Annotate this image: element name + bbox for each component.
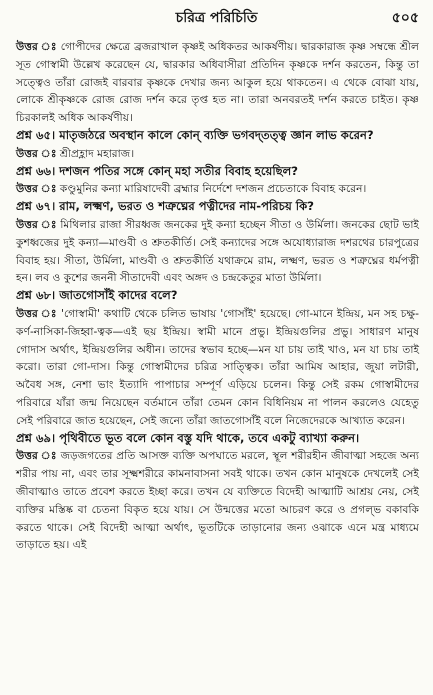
- answer-text: মিথিলার রাজা সীরধ্বজ জনকের দুই কন্যা হচ্ছেন সীতা ও উর্মিলা। জনকের ছোট ভাই কুশধ্বজের দুই কন্যা—মাণ্ডবী ও শ্রুতকীর্তি। সেই কন্যাদের সঙ্গে অযোধ্যারাজ দশরথের চারপুত্রের বিবাহ হয়। সীতা, উর্মিলা, মাণ্ডবী ও শ্রুতকীর্তি যথাক্রমে রাম, লক্ষ্মণ, ভরত ও শত্রুঘ্নের ধর্মপত্নী হন। লব ও কুশের জননী সীতাদেবী এবং অঙ্গদ ও চন্দ্রকেতুর মাতা উর্মিলা।: [16, 217, 419, 285]
- answer-label: উত্তর ঃ: [16, 182, 57, 196]
- question-label: প্রশ্ন ৬৫।: [16, 127, 56, 142]
- question-label: প্রশ্ন ৬৯।: [16, 430, 56, 445]
- page-header: [0, 6, 433, 34]
- answer-label: উত্তর ঃ: [16, 217, 57, 231]
- question-label: প্রশ্ন ৬৮।: [16, 288, 56, 303]
- answer-label: উত্তর ঃ: [16, 146, 57, 160]
- question-label: প্রশ্ন ৬৭।: [16, 199, 56, 214]
- answer-text: কণ্ডুমুনির কন্যা মারিষাদেবী ব্রহ্মার নির্দেশে দশজন প্রচেতাকে বিবাহ করেন।: [59, 182, 367, 196]
- answer-paragraph: [16, 216, 419, 287]
- page-number: ৫০৫: [391, 10, 419, 26]
- question-text: জাতগোসাঁই কাদের বলে?: [59, 288, 178, 303]
- question-heading: [16, 287, 419, 305]
- answer-text: গোপীদের ক্ষেত্রে ব্রজরাখাল কৃষ্ণই অধিকতর আকর্ষণীয়। দ্বারকারাজ কৃষ্ণ সম্বন্ধে শ্রীল সূত গোস্বামী উল্লেখ করেছেন যে, দ্বারকার অধিবাসীরা প্রতিদিন কৃষ্ণকে দর্শন করতেন, কিন্তু তা সত্ত্বেও তাঁরা রোজই বারবার কৃষ্ণকে দেখার জন্য আকুল হয়ে থাকতেন। এ থেকে বোঝা যায়, লোকে শ্রীকৃষ্ণকে রোজ রোজ দর্শন করে তৃপ্ত হত না। তারা অনবরতই দর্শন করতে চাইত। কৃষ্ণ চিরকালই অধিক আকর্ষণীয়।: [16, 40, 419, 125]
- answer-text: 'গোস্বামী' কথাটি থেকে চলিত ভাষায় 'গোসাঁই' হয়েছে। গো-মানে ইন্দ্রিয়, মন সহ চক্ষু-কর্ণ-নাসিকা-জিহ্বা-ত্বক—এই ছয় ইন্দ্রিয়। স্বামী মানে প্রভু। ইন্দ্রিয়গুলির প্রভু। সাধারণ মানুষ গোদাস অর্থাৎ, ইন্দ্রিয়গুলির অধীন। তাদের স্বভাব হচ্ছে—মন যা চায় তাই খাও, মন যা চায় তাই করো। তারা গো-দাস। কিন্তু গোস্বামীদের চরিত্র সাত্ত্বিক। তাঁরা আমিষ আহার, জুয়া লটারী, অবৈধ সঙ্গ, নেশা ভাং ইত্যাদি পাপাচার সম্পূর্ণ এড়িয়ে চলেন। কিন্তু সেই রকম গোস্বামীদের পরিবারে যাঁরা জন্ম নিয়েছেন বর্তমানে তাঁরা তেমন কোন বিধিনিয়ম না পালন করলেও যেহেতু সেই পরিবারে জাত হয়েছেন, সেই জন্যে তাঁরা জাতগোসাঁই বলে নিজেদেরকে আখ্যাত করেন।: [16, 306, 419, 427]
- answer-label: উত্তর ঃ: [16, 306, 58, 320]
- question-heading: [16, 163, 419, 181]
- answer-text: জড়জগতের প্রতি আসক্ত ব্যক্তি অপঘাতে মরলে, স্থূল শরীরহীন জীবাত্মা সহজে অন্য শরীর পায় না, এবং তার সূক্ষ্মশরীরে কামনাবাসনা সবই থাকে। তখন কোন মানুষকে দেখলেই সেই জীবাত্মাও তাতে প্রবেশ করতে ইচ্ছা করে। তখন যে ব্যক্তিতে বিদেহী আত্মাটি আশ্রয় নেয়, সেই ব্যক্তির মস্তিষ্ক বা চেতনা বিকৃত হয়ে যায়। সে উন্মত্তের মতো আচরণ করে ও প্রগল্ভ বকাবকি করতে থাকে। সেই বিদেহী আত্মা অর্থাৎ, ভূতটিকে তাড়ানোর জন্য ওঝাকে এনে মন্ত্র মাধ্যমে তাড়াতে হয়। এই: [16, 449, 419, 552]
- question-heading: [16, 198, 419, 216]
- answer-paragraph: [16, 145, 419, 163]
- answer-text: শ্রীপ্রহ্লাদ মহারাজ।: [59, 146, 135, 160]
- answer-paragraph: [16, 180, 419, 198]
- answer-label: উত্তর ঃ: [16, 449, 57, 463]
- question-heading: [16, 127, 419, 145]
- question-label: প্রশ্ন ৬৬।: [16, 163, 56, 178]
- question-heading: [16, 430, 419, 448]
- question-text: পৃথিবীতে ভূত বলে কোন বস্তু যদি থাকে, তবে একটু ব্যাখ্যা করুন।: [59, 430, 360, 445]
- answer-label: উত্তর ঃ: [16, 40, 57, 53]
- page-body: [16, 38, 419, 554]
- question-text: মাতৃজঠরে অবস্থান কালে কোন্ ব্যক্তি ভগবদ্তত্ত্ব জ্ঞান লাভ করেন?: [59, 127, 374, 142]
- answer-paragraph: [16, 447, 419, 554]
- running-title: চরিত্র পরিচিতি: [175, 10, 258, 26]
- question-text: দশজন পতির সঙ্গে কোন্ মহা সতীর বিবাহ হয়েছিল?: [59, 163, 299, 178]
- answer-paragraph: [16, 305, 419, 430]
- question-text: রাম, লক্ষ্মণ, ভরত ও শত্রুঘ্নের পত্নীদের নাম-পরিচয় কি?: [59, 199, 314, 214]
- answer-paragraph: [16, 38, 419, 127]
